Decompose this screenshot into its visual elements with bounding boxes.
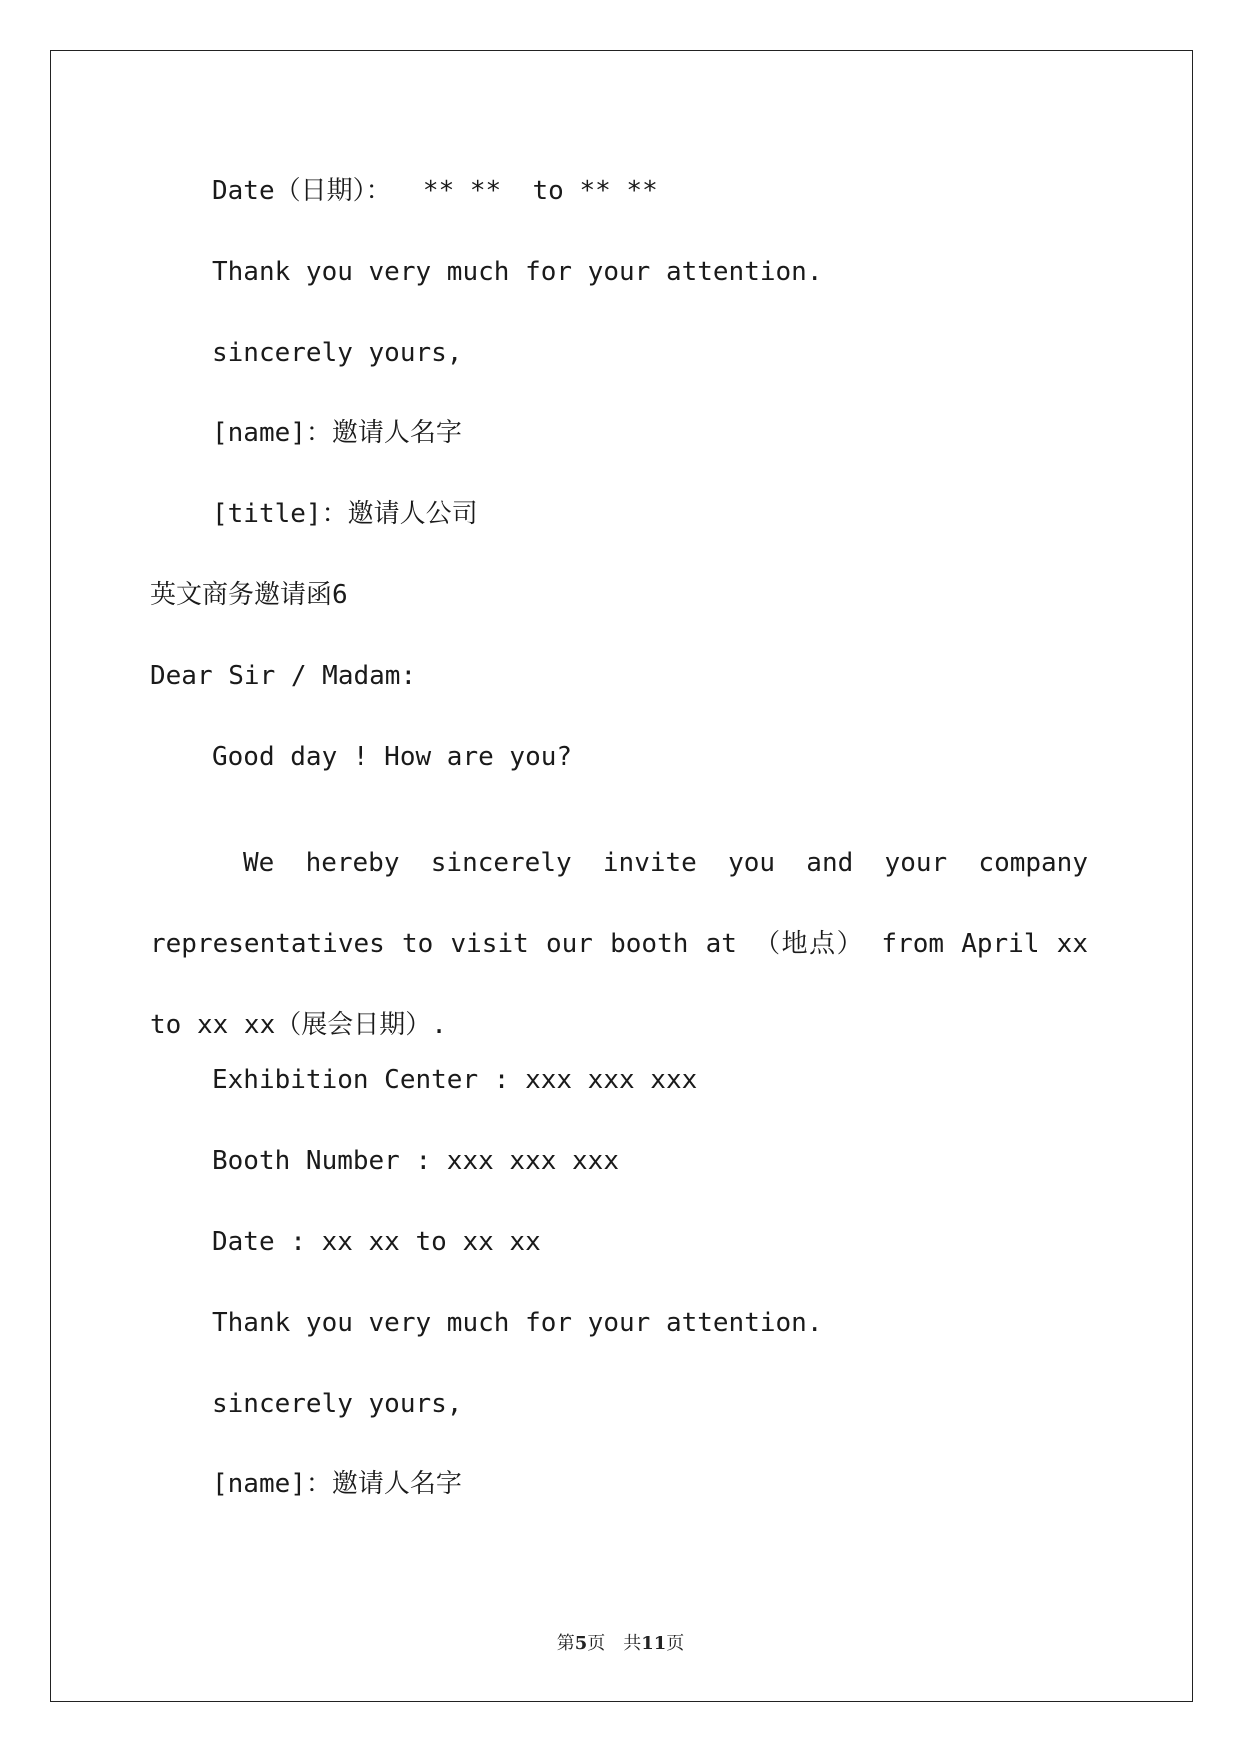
closing-line: sincerely yours, [212, 338, 463, 368]
thanks-line: Thank you very much for your attention. [212, 257, 823, 287]
invitation-paragraph: We hereby sincerely invite you and your company representatives to visit our booth at （地点） from April xx to xx xx（展会日期）. [150, 848, 1088, 1040]
section-heading: 英文商务邀请函6 [150, 580, 348, 610]
footer-page-number: 5 [574, 1633, 588, 1654]
footer-suffix: 页 [666, 1633, 685, 1654]
exhibition-date-line: Date : xx xx to xx xx [212, 1227, 541, 1257]
name-line: [name]：邀请人名字 [212, 418, 462, 448]
page-footer [0, 1632, 1241, 1656]
footer-total-pages: 11 [641, 1633, 667, 1654]
footer-middle: 页 共 [587, 1633, 642, 1654]
closing-line-2: sincerely yours, [212, 1389, 463, 1419]
exhibition-center-line: Exhibition Center : xxx xxx xxx [212, 1065, 698, 1095]
booth-number-line: Booth Number : xxx xxx xxx [212, 1146, 619, 1176]
greeting-line: Good day ! How are you? [212, 742, 573, 772]
thanks-line-2: Thank you very much for your attention. [212, 1308, 823, 1338]
footer-prefix: 第 [556, 1633, 575, 1654]
salutation-line: Dear Sir / Madam: [150, 661, 417, 691]
title-line: [title]：邀请人公司 [212, 499, 478, 529]
name-line-2: [name]：邀请人名字 [212, 1469, 462, 1499]
date-line: Date（日期）： ** ** to ** ** [212, 176, 658, 206]
